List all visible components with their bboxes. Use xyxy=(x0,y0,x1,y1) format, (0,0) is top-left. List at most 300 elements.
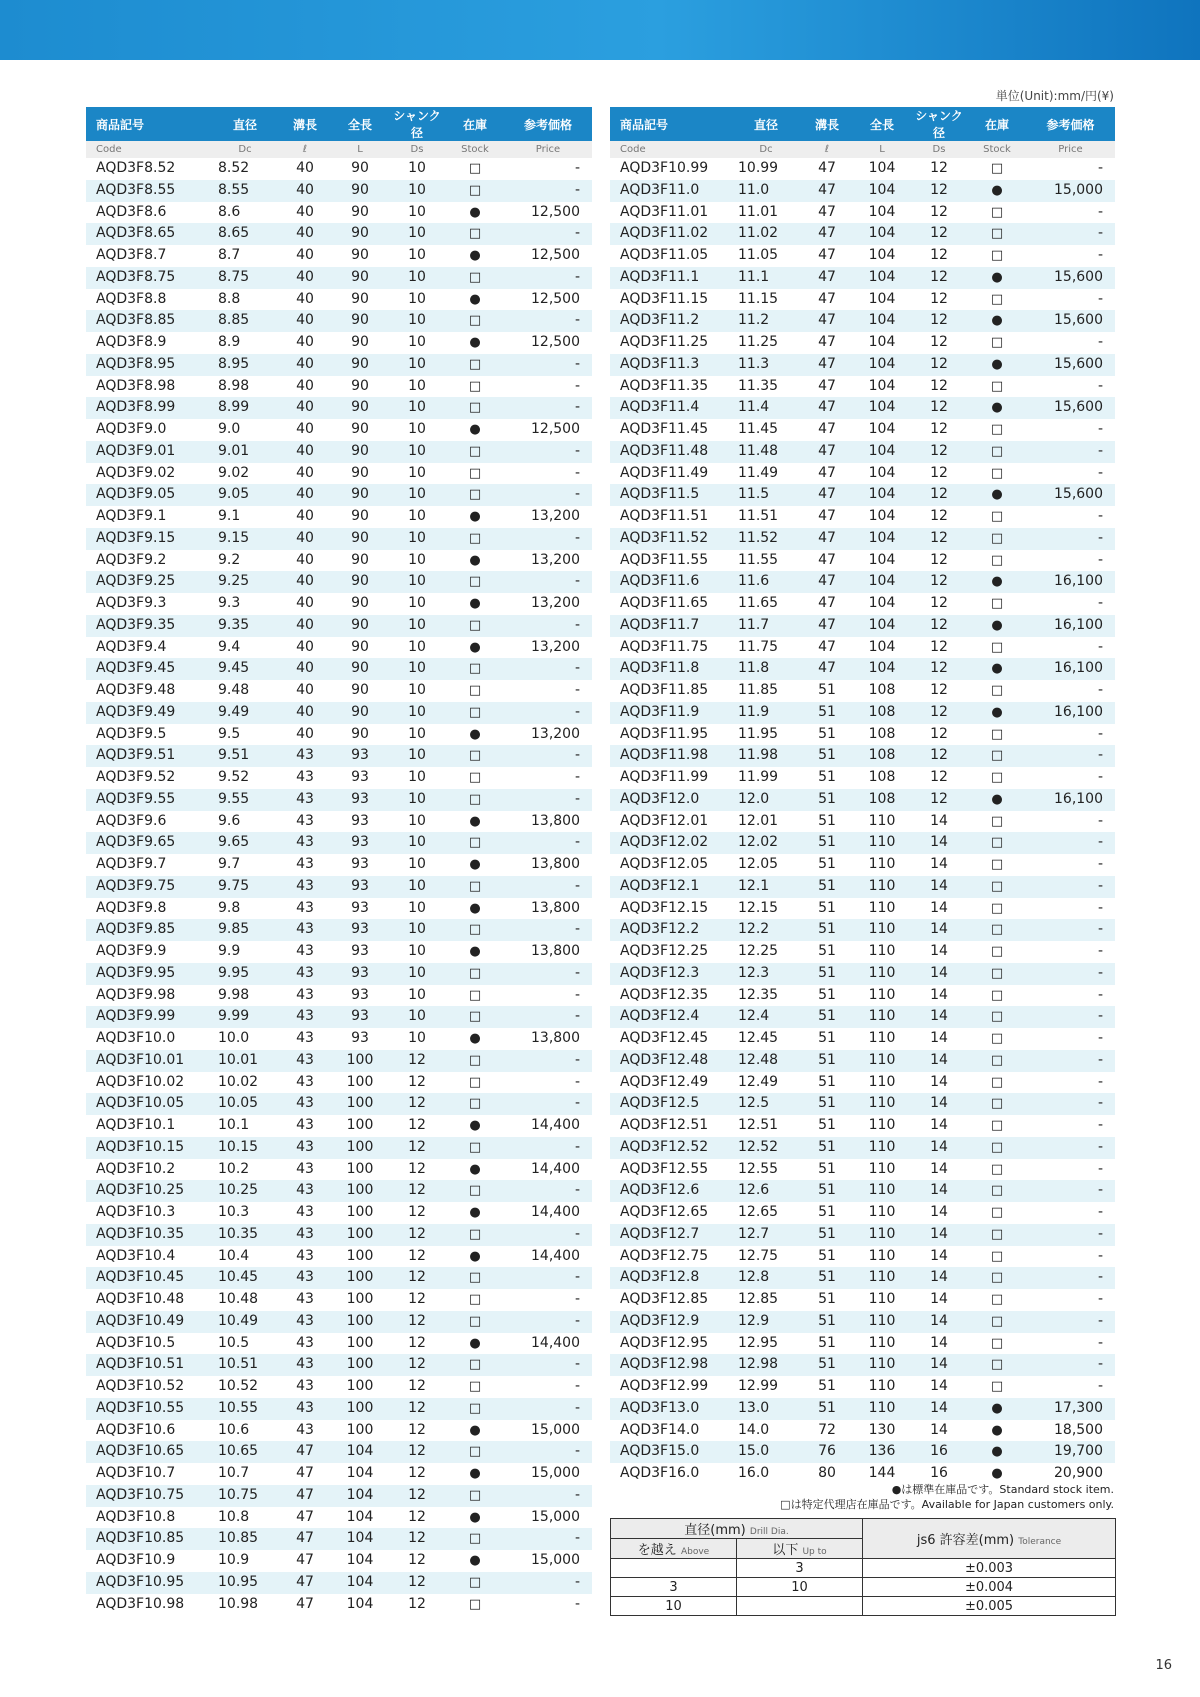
table-row xyxy=(610,158,1115,180)
cell-overall-length: 110 xyxy=(854,1224,910,1246)
cell-dc: 10.01 xyxy=(212,1050,278,1072)
cell-overall-length: 100 xyxy=(332,1050,388,1072)
cell-stock: ● xyxy=(469,291,481,307)
cell-stock: □ xyxy=(446,1572,504,1594)
cell-shank: 14 xyxy=(930,1334,948,1351)
cell-dc: 11.48 xyxy=(732,441,800,463)
cell-flute-length: 43 xyxy=(296,1421,314,1438)
cell-shank: 10 xyxy=(408,986,426,1003)
cell-shank: 12 xyxy=(388,1485,446,1507)
cell-code: AQD3F12.25 xyxy=(620,943,709,959)
cell-stock: □ xyxy=(446,1050,504,1072)
table-row xyxy=(86,289,592,311)
cell-code: AQD3F9.15 xyxy=(86,528,212,550)
cell-stock: □ xyxy=(446,223,504,245)
cell-shank: 10 xyxy=(388,702,446,724)
cell-stock: ● xyxy=(469,900,481,916)
cell-code: AQD3F12.6 xyxy=(610,1180,732,1202)
cell-flute-length: 51 xyxy=(800,1093,854,1115)
table-row xyxy=(610,1180,1115,1202)
cell-shank: 12 xyxy=(388,1398,446,1420)
cell-flute-length: 51 xyxy=(818,1334,836,1351)
cell-code: AQD3F11.2 xyxy=(610,310,732,332)
table-row xyxy=(610,463,1115,485)
cell-overall-length: 100 xyxy=(332,1137,388,1159)
cell-shank: 10 xyxy=(408,464,426,481)
table-row xyxy=(610,724,1115,746)
cell-code: AQD3F10.95 xyxy=(86,1572,212,1594)
cell-stock: □ xyxy=(446,1485,504,1507)
cell-stock: ● xyxy=(968,615,1026,637)
header-row-en xyxy=(86,141,592,158)
cell-code: AQD3F10.3 xyxy=(96,1204,176,1220)
cell-shank: 12 xyxy=(910,180,968,202)
cell-code: AQD3F12.9 xyxy=(610,1311,732,1333)
cell-price: - xyxy=(504,1267,592,1289)
cell-price: 14,400 xyxy=(531,1160,580,1177)
cell-code: AQD3F12.75 xyxy=(620,1247,709,1264)
cell-shank: 10 xyxy=(408,856,426,872)
cell-dc: 9.6 xyxy=(218,812,241,829)
cell-code: AQD3F11.85 xyxy=(620,682,709,698)
cell-overall-length: 110 xyxy=(854,1311,910,1333)
cell-dc: 9.35 xyxy=(212,615,278,637)
table-row xyxy=(610,1441,1115,1463)
cell-overall-length: 104 xyxy=(346,1552,374,1568)
product-table-right xyxy=(610,107,1115,1485)
tol-header-upto-jp: 以下 xyxy=(772,1543,799,1558)
table-row xyxy=(86,1159,592,1181)
cell-stock: ● xyxy=(469,857,481,872)
cell-overall-length: 104 xyxy=(868,160,896,176)
cell-dc: 10.25 xyxy=(212,1180,278,1202)
cell-shank: 12 xyxy=(408,1291,426,1307)
table-row xyxy=(86,898,592,920)
cell-flute-length: 43 xyxy=(278,1354,332,1376)
cell-code: AQD3F11.35 xyxy=(620,377,709,394)
cell-code: AQD3F12.48 xyxy=(610,1050,732,1072)
cell-price: - xyxy=(1026,1180,1115,1202)
table-row xyxy=(610,1376,1115,1398)
cell-overall-length: 90 xyxy=(351,290,369,307)
cell-flute-length: 51 xyxy=(818,769,836,785)
cell-price: - xyxy=(574,682,580,698)
cell-stock: ● xyxy=(469,596,481,611)
cell-dc: 9.99 xyxy=(212,1006,278,1028)
cell-flute-length: 51 xyxy=(800,702,854,724)
cell-dc: 12.1 xyxy=(732,876,800,898)
cell-shank: 12 xyxy=(930,377,948,394)
cell-overall-length: 90 xyxy=(351,421,369,437)
cell-shank: 10 xyxy=(408,1030,426,1046)
cell-flute-length: 47 xyxy=(818,595,836,611)
cell-stock: □ xyxy=(990,1031,1004,1046)
cell-shank: 12 xyxy=(930,421,948,437)
cell-dc: 9.01 xyxy=(212,441,278,463)
cell-flute-length: 43 xyxy=(296,986,314,1003)
cell-stock: □ xyxy=(968,1137,1026,1159)
cell-code: AQD3F12.0 xyxy=(610,789,732,811)
cell-code: AQD3F9.02 xyxy=(96,464,176,481)
cell-flute-length: 40 xyxy=(278,310,332,332)
cell-flute-length: 43 xyxy=(296,769,314,785)
cell-shank: 14 xyxy=(910,1180,968,1202)
cell-stock: □ xyxy=(990,770,1004,785)
cell-price: 13,800 xyxy=(531,1030,580,1046)
cell-dc: 12.65 xyxy=(738,1204,779,1220)
cell-overall-length: 110 xyxy=(868,943,896,959)
cell-price: - xyxy=(1097,682,1103,698)
cell-shank: 14 xyxy=(930,1421,948,1438)
cell-price: - xyxy=(1026,745,1115,767)
cell-code: AQD3F11.5 xyxy=(610,484,732,506)
cell-dc: 12.9 xyxy=(732,1311,800,1333)
cell-price: 15,600 xyxy=(1026,354,1115,376)
table-row xyxy=(610,376,1115,398)
cell-stock: □ xyxy=(990,813,1004,829)
cell-stock: ● xyxy=(968,1441,1026,1463)
table-row xyxy=(86,1311,592,1333)
cell-code: AQD3F9.2 xyxy=(96,551,167,568)
cell-overall-length: 93 xyxy=(351,899,369,916)
table-row xyxy=(610,267,1115,289)
cell-dc: 9.55 xyxy=(212,789,278,811)
cell-dc: 10.05 xyxy=(212,1093,278,1115)
cell-dc: 11.05 xyxy=(738,247,779,263)
cell-code: AQD3F11.45 xyxy=(620,421,709,437)
cell-flute-length: 47 xyxy=(818,464,836,481)
unit-label: 単位(Unit):mm/円(¥) xyxy=(995,89,1114,103)
cell-price: 13,200 xyxy=(531,551,580,568)
cell-code: AQD3F11.7 xyxy=(610,615,732,637)
cell-shank: 12 xyxy=(388,1180,446,1202)
table-row xyxy=(610,484,1115,506)
cell-code: AQD3F11.15 xyxy=(620,290,709,307)
cell-overall-length: 93 xyxy=(351,769,369,785)
table-row xyxy=(610,354,1115,376)
cell-code: AQD3F9.99 xyxy=(86,1006,212,1028)
cell-flute-length: 47 xyxy=(800,528,854,550)
cell-shank: 16 xyxy=(910,1441,968,1463)
cell-shank: 12 xyxy=(388,1354,446,1376)
cell-dc: 9.49 xyxy=(212,702,278,724)
cell-stock: ● xyxy=(991,1422,1003,1438)
cell-shank: 10 xyxy=(388,832,446,854)
cell-dc: 10.49 xyxy=(212,1311,278,1333)
cell-price: - xyxy=(504,1572,592,1594)
cell-flute-length: 43 xyxy=(296,812,314,829)
cell-flute-length: 43 xyxy=(296,1334,314,1351)
cell-overall-length: 100 xyxy=(332,1180,388,1202)
table-row xyxy=(86,1463,592,1485)
cell-flute-length: 51 xyxy=(800,789,854,811)
table-row xyxy=(610,1333,1115,1355)
cell-stock: □ xyxy=(990,987,1004,1003)
cell-flute-length: 47 xyxy=(800,571,854,593)
cell-stock: □ xyxy=(446,1441,504,1463)
table-row xyxy=(86,854,592,876)
cell-price: - xyxy=(504,1050,592,1072)
cell-price: - xyxy=(504,1398,592,1420)
cell-dc: 10.45 xyxy=(212,1267,278,1289)
table-row xyxy=(86,1180,592,1202)
cell-stock: ● xyxy=(469,1466,481,1481)
table-row xyxy=(610,789,1115,811)
cell-dc: 12.25 xyxy=(738,943,779,959)
cell-flute-length: 47 xyxy=(800,354,854,376)
cell-flute-length: 76 xyxy=(800,1441,854,1463)
cell-code: AQD3F15.0 xyxy=(610,1441,732,1463)
cell-flute-length: 47 xyxy=(278,1528,332,1550)
cell-flute-length: 40 xyxy=(278,571,332,593)
cell-price: 17,300 xyxy=(1026,1398,1115,1420)
cell-flute-length: 43 xyxy=(278,1006,332,1028)
table-row xyxy=(86,1550,592,1572)
cell-shank: 12 xyxy=(388,1137,446,1159)
tol-header-dia xyxy=(611,1519,863,1539)
cell-code: AQD3F8.95 xyxy=(86,354,212,376)
cell-overall-length: 104 xyxy=(868,638,896,655)
cell-overall-length: 90 xyxy=(351,377,369,394)
cell-shank: 12 xyxy=(408,1247,426,1264)
cell-flute-length: 51 xyxy=(818,682,836,698)
cell-shank: 12 xyxy=(910,658,968,680)
cell-stock: □ xyxy=(990,465,1004,481)
header-row-jp xyxy=(610,107,1115,141)
cell-stock: □ xyxy=(446,615,504,637)
cell-overall-length: 110 xyxy=(854,1180,910,1202)
cell-overall-length: 104 xyxy=(868,595,896,611)
table-row xyxy=(610,963,1115,985)
cell-stock: □ xyxy=(990,596,1004,611)
cell-stock: □ xyxy=(968,1050,1026,1072)
cell-price: - xyxy=(504,876,592,898)
cell-overall-length: 100 xyxy=(332,1093,388,1115)
cell-flute-length: 40 xyxy=(296,682,314,698)
cell-price: 15,000 xyxy=(531,1552,580,1568)
cell-dc: 11.6 xyxy=(732,571,800,593)
table-row xyxy=(610,985,1115,1007)
cell-flute-length: 51 xyxy=(818,1073,836,1090)
table-row xyxy=(86,484,592,506)
cell-overall-length: 90 xyxy=(332,310,388,332)
cell-overall-length: 100 xyxy=(332,1267,388,1289)
cell-stock: □ xyxy=(990,291,1004,307)
cell-price: - xyxy=(574,1291,580,1307)
cell-flute-length: 47 xyxy=(818,377,836,394)
cell-shank: 10 xyxy=(388,267,446,289)
cell-code: AQD3F8.85 xyxy=(86,310,212,332)
cell-code: AQD3F12.2 xyxy=(610,919,732,941)
cell-overall-length: 104 xyxy=(868,421,896,437)
cell-dc: 8.9 xyxy=(218,334,241,350)
cell-shank: 10 xyxy=(408,943,426,959)
cell-stock: ● xyxy=(991,1466,1003,1481)
cell-price: - xyxy=(1097,1378,1103,1394)
cell-price: - xyxy=(504,571,592,593)
cell-code: AQD3F11.1 xyxy=(610,267,732,289)
table-row xyxy=(610,767,1115,789)
cell-code: AQD3F10.25 xyxy=(86,1180,212,1202)
cell-shank: 10 xyxy=(408,812,426,829)
cell-code: AQD3F11.05 xyxy=(620,247,709,263)
cell-overall-length: 108 xyxy=(868,682,896,698)
cell-flute-length: 47 xyxy=(818,551,836,568)
cell-overall-length: 100 xyxy=(332,1354,388,1376)
table-row xyxy=(610,680,1115,702)
col-length-jp: 全長 xyxy=(332,107,388,141)
cell-code: AQD3F12.85 xyxy=(620,1291,709,1307)
cell-price: - xyxy=(504,1006,592,1028)
cell-shank: 14 xyxy=(910,832,968,854)
cell-dc: 12.51 xyxy=(738,1117,779,1133)
table-row xyxy=(610,1050,1115,1072)
cell-code: AQD3F10.51 xyxy=(86,1354,212,1376)
cell-flute-length: 43 xyxy=(278,789,332,811)
cell-dc: 11.7 xyxy=(732,615,800,637)
cell-shank: 10 xyxy=(408,334,426,350)
table-row xyxy=(610,245,1115,267)
cell-shank: 14 xyxy=(930,1291,948,1307)
cell-flute-length: 43 xyxy=(296,1291,314,1307)
cell-shank: 12 xyxy=(388,1441,446,1463)
tol-header-upto-en: Up to xyxy=(802,1547,827,1557)
cell-flute-length: 43 xyxy=(296,899,314,916)
table-row xyxy=(86,158,592,180)
table-row xyxy=(86,1289,592,1311)
cell-price: 12,500 xyxy=(531,421,580,437)
cell-stock: □ xyxy=(968,1354,1026,1376)
cell-price: 13,800 xyxy=(531,899,580,916)
cell-flute-length: 51 xyxy=(800,1180,854,1202)
cell-price: - xyxy=(1026,876,1115,898)
table-row xyxy=(610,876,1115,898)
cell-flute-length: 51 xyxy=(800,1137,854,1159)
cell-code: AQD3F10.75 xyxy=(86,1485,212,1507)
cell-code: AQD3F8.99 xyxy=(86,397,212,419)
cell-overall-length: 90 xyxy=(351,508,369,524)
cell-flute-length: 51 xyxy=(800,832,854,854)
cell-overall-length: 104 xyxy=(346,1508,374,1525)
cell-dc: 11.52 xyxy=(732,528,800,550)
cell-code: AQD3F12.45 xyxy=(620,1030,709,1046)
cell-overall-length: 108 xyxy=(854,745,910,767)
cell-flute-length: 51 xyxy=(800,745,854,767)
cell-flute-length: 40 xyxy=(296,595,314,611)
cell-dc: 11.51 xyxy=(738,508,779,524)
cell-dc: 9.45 xyxy=(212,658,278,680)
cell-price: - xyxy=(574,769,580,785)
cell-stock: □ xyxy=(990,552,1004,568)
cell-flute-length: 40 xyxy=(278,397,332,419)
cell-overall-length: 104 xyxy=(854,267,910,289)
cell-price: - xyxy=(504,963,592,985)
cell-price: 15,600 xyxy=(1026,484,1115,506)
col-shank-jp: シャンク径 xyxy=(388,107,446,141)
cell-code: AQD3F11.98 xyxy=(610,745,732,767)
cell-price: - xyxy=(504,1180,592,1202)
cell-price: - xyxy=(504,441,592,463)
cell-overall-length: 104 xyxy=(868,464,896,481)
table-row xyxy=(610,223,1115,245)
cell-dc: 9.8 xyxy=(218,899,241,916)
cell-stock: □ xyxy=(968,528,1026,550)
cell-code: AQD3F9.1 xyxy=(96,508,167,524)
cell-dc: 11.9 xyxy=(732,702,800,724)
cell-stock: □ xyxy=(468,987,482,1003)
col-price-en: Price xyxy=(1026,141,1115,158)
cell-flute-length: 40 xyxy=(296,290,314,307)
cell-price: 20,900 xyxy=(1054,1465,1103,1481)
cell-overall-length: 104 xyxy=(868,203,896,220)
table-row xyxy=(86,1594,592,1616)
cell-flute-length: 47 xyxy=(818,160,836,176)
cell-code: AQD3F11.02 xyxy=(610,223,732,245)
cell-price: 14,400 xyxy=(531,1334,580,1351)
header-row-en xyxy=(610,141,1115,158)
table-body-right xyxy=(610,158,1115,1485)
cell-stock: ● xyxy=(968,180,1026,202)
cell-flute-length: 47 xyxy=(818,421,836,437)
cell-price: - xyxy=(1097,595,1103,611)
cell-stock: □ xyxy=(446,658,504,680)
cell-overall-length: 90 xyxy=(351,551,369,568)
cell-price: 15,600 xyxy=(1026,310,1115,332)
cell-shank: 10 xyxy=(408,160,426,176)
table-row xyxy=(610,702,1115,724)
cell-dc: 8.65 xyxy=(212,223,278,245)
cell-shank: 12 xyxy=(910,528,968,550)
cell-price: - xyxy=(504,180,592,202)
cell-flute-length: 40 xyxy=(278,702,332,724)
cell-flute-length: 72 xyxy=(818,1421,836,1438)
cell-price: 18,500 xyxy=(1054,1421,1103,1438)
table-row xyxy=(86,702,592,724)
cell-stock: □ xyxy=(990,422,1004,437)
cell-price: - xyxy=(504,615,592,637)
cell-shank: 14 xyxy=(930,943,948,959)
cell-dc: 12.45 xyxy=(738,1030,779,1046)
cell-shank: 14 xyxy=(930,812,948,829)
cell-dc: 11.98 xyxy=(732,745,800,767)
cell-overall-length: 100 xyxy=(332,1224,388,1246)
cell-overall-length: 104 xyxy=(854,310,910,332)
cell-dc: 13.0 xyxy=(732,1398,800,1420)
cell-stock: □ xyxy=(990,900,1004,916)
cell-stock: ● xyxy=(469,509,481,524)
cell-stock: □ xyxy=(446,1398,504,1420)
cell-overall-length: 104 xyxy=(868,551,896,568)
cell-flute-length: 43 xyxy=(278,876,332,898)
cell-stock: □ xyxy=(968,963,1026,985)
product-table-left xyxy=(86,107,592,1615)
cell-price: - xyxy=(1097,377,1103,394)
cell-shank: 14 xyxy=(910,1311,968,1333)
cell-dc: 9.15 xyxy=(212,528,278,550)
cell-flute-length: 47 xyxy=(818,290,836,307)
table-row xyxy=(610,1224,1115,1246)
cell-stock: □ xyxy=(446,571,504,593)
cell-code: AQD3F12.95 xyxy=(620,1334,709,1351)
cell-code: AQD3F9.49 xyxy=(86,702,212,724)
cell-code: AQD3F11.3 xyxy=(610,354,732,376)
cell-overall-length: 90 xyxy=(332,615,388,637)
table-row xyxy=(610,1267,1115,1289)
cell-code: AQD3F10.2 xyxy=(96,1160,176,1177)
cell-price: - xyxy=(504,310,592,332)
cell-price: - xyxy=(1097,986,1103,1003)
cell-price: - xyxy=(1026,441,1115,463)
